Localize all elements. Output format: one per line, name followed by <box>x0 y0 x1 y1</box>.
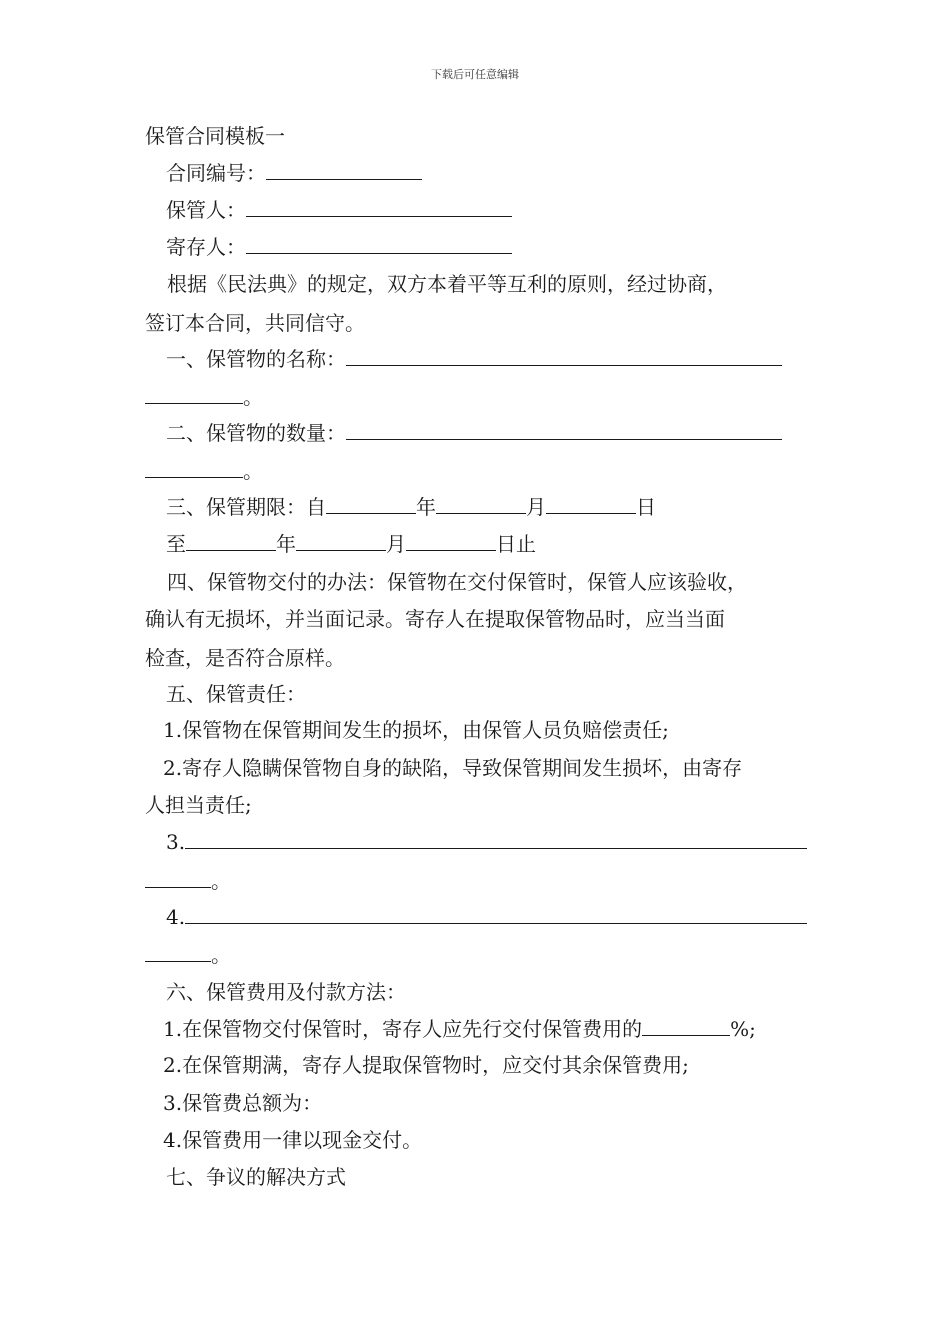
item-4-blank <box>185 904 807 924</box>
item-4-end: 。 <box>211 943 231 967</box>
section-1-blank-2 <box>145 384 243 404</box>
section-4-line-2: 确认有无损坏，并当面记录。寄存人在提取保管物品时，应当当面 <box>145 607 725 631</box>
section-1-end: 。 <box>243 385 263 409</box>
section-2-quantity <box>166 420 782 445</box>
fee-percent-sign: %; <box>730 1017 756 1041</box>
section-4-line-3: 检查，是否符合原样。 <box>145 646 345 670</box>
from-month-blank <box>436 494 526 514</box>
section-5-item-3 <box>166 829 807 854</box>
section-5-item-1: 1.保管物在保管期间发生的损坏，由保管人员负赔偿责任; <box>163 718 669 742</box>
fee-advance-text: 1.在保管物交付保管时，寄存人应先行交付保管费用的 <box>163 1017 643 1041</box>
item-3-blank <box>185 829 807 849</box>
fee-percent-blank <box>642 1016 730 1036</box>
section-6-item-3: 3.保管费总额为： <box>163 1091 323 1115</box>
custodian-blank <box>246 197 512 217</box>
section-2-label: 二、保管物的数量： <box>166 421 346 445</box>
section-2-blank-2 <box>145 458 243 478</box>
section-2-end: 。 <box>243 459 263 483</box>
section-3-period-from <box>166 494 656 519</box>
page-header-note: 下载后可任意编辑 <box>431 68 519 81</box>
item-4-number: 4. <box>166 905 186 929</box>
depositor-label: 寄存人： <box>166 235 246 259</box>
custodian-label: 保管人： <box>166 198 246 222</box>
from-day-blank <box>546 494 636 514</box>
item-3-end: 。 <box>211 869 231 893</box>
section-5-item-3-continuation <box>145 868 231 893</box>
intro-line-1: 根据《民法典》的规定，双方本着平等互利的原则，经过协商， <box>167 272 727 296</box>
section-5-item-2-line-1: 2.寄存人隐瞒保管物自身的缺陷，导致保管期间发生损坏，由寄存 <box>163 756 743 780</box>
from-day-label: 日 <box>636 495 656 519</box>
section-5-title: 五、保管责任： <box>166 682 306 706</box>
from-year-blank <box>326 494 416 514</box>
section-1-name <box>166 346 782 371</box>
section-5-item-4 <box>166 904 807 929</box>
section-5-item-4-continuation <box>145 942 231 967</box>
section-7-title: 七、争议的解决方式 <box>166 1165 346 1189</box>
section-6-item-1 <box>163 1016 756 1041</box>
to-year-blank <box>186 531 276 551</box>
to-day-label: 日止 <box>496 532 536 556</box>
from-year-label: 年 <box>416 495 436 519</box>
section-1-blank <box>346 346 782 366</box>
period-from-label: 三、保管期限：自 <box>166 495 326 519</box>
section-5-item-2-line-2: 人担当责任; <box>145 793 252 817</box>
section-1-label: 一、保管物的名称： <box>166 347 346 371</box>
section-2-blank <box>346 420 782 440</box>
item-3-blank-2 <box>145 868 211 888</box>
item-4-blank-2 <box>145 942 211 962</box>
item-3-number: 3. <box>166 830 186 854</box>
contract-number-blank <box>266 160 422 180</box>
to-year-label: 年 <box>276 532 296 556</box>
contract-number-label: 合同编号： <box>166 161 266 185</box>
to-month-blank <box>296 531 386 551</box>
to-day-blank <box>406 531 496 551</box>
custodian-field <box>166 197 512 222</box>
to-month-label: 月 <box>386 532 406 556</box>
section-6-title: 六、保管费用及付款方法： <box>166 980 406 1004</box>
contract-number-field <box>166 160 422 185</box>
section-2-continuation <box>145 458 263 483</box>
section-6-item-2: 2.在保管期满，寄存人提取保管物时，应交付其余保管费用; <box>163 1053 689 1077</box>
from-month-label: 月 <box>526 495 546 519</box>
section-1-continuation <box>145 384 263 409</box>
intro-line-2: 签订本合同，共同信守。 <box>145 311 365 335</box>
section-4-line-1: 四、保管物交付的办法：保管物在交付保管时，保管人应该验收， <box>167 570 747 594</box>
document-title: 保管合同模板一 <box>145 124 285 148</box>
depositor-field <box>166 234 512 259</box>
depositor-blank <box>246 234 512 254</box>
period-to-label: 至 <box>166 532 186 556</box>
section-3-period-to <box>166 531 536 556</box>
section-6-item-4: 4.保管费用一律以现金交付。 <box>163 1128 423 1152</box>
